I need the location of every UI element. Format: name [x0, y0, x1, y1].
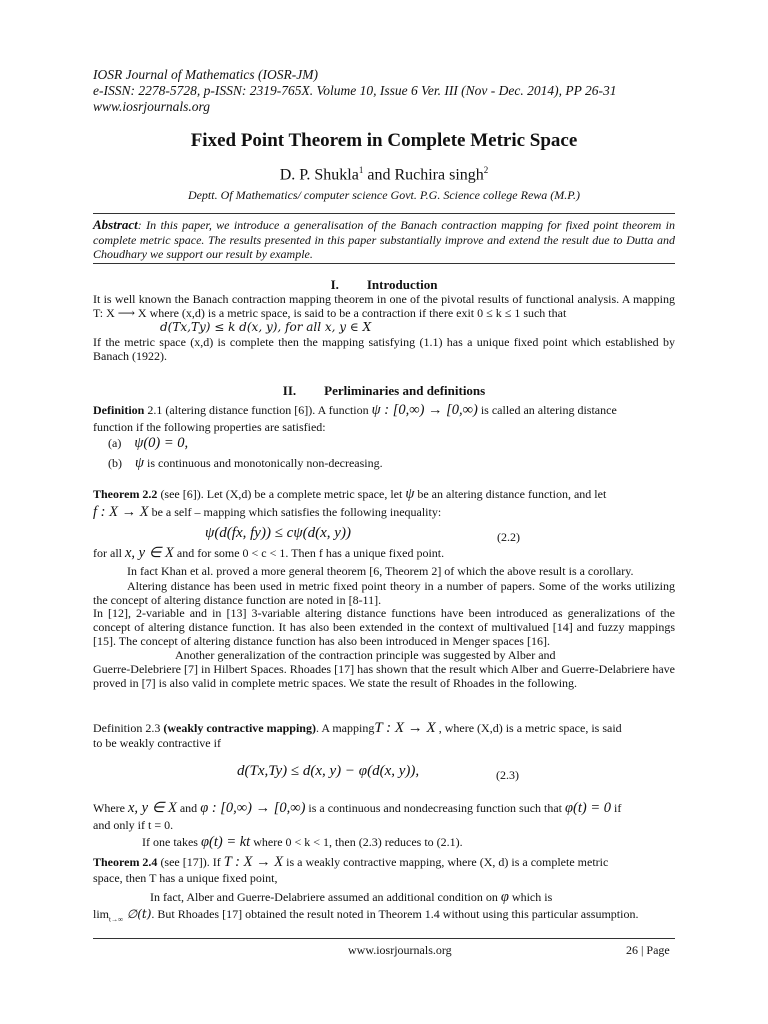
definition-2-1-label: Definition: [93, 403, 145, 417]
paper-authors: [0, 165, 768, 184]
iftakes-math: φ(t) = kt: [200, 834, 251, 850]
theorem-2-2-label: Theorem 2.2: [93, 487, 158, 501]
theorem-2-4-label: Theorem 2.4: [93, 855, 158, 869]
property-b-psi: ψ: [135, 455, 145, 471]
equation-2-3: d(Tx,Ty) ≤ d(x, y) − φ(d(x, y)),: [237, 763, 420, 779]
abstract-bottom-rule: [93, 263, 675, 264]
theorem-2-2-text-a: (see [6]). Let (X,d) be a complete metric space, let: [157, 487, 406, 501]
affiliation: Deptt. Of Mathematics/ computer science Govt. P.G. Science college Rewa (M.P.): [187, 188, 581, 202]
theorem-2-2: [93, 487, 606, 501]
section-2-heading: [0, 383, 768, 399]
definition-2-1: [93, 403, 617, 417]
equation-2-3-number: (2.3): [496, 768, 519, 782]
paper-title: Fixed Point Theorem in Complete Metric Space: [190, 130, 578, 151]
where-line: [93, 801, 621, 815]
property-b-text: is continuous and monotonically non-decreasing.: [144, 456, 383, 470]
iftakes-line: [142, 835, 463, 849]
abstract-text: : In this paper, we introduce a generalisation of the Banach contraction mapping for fixed point theorem in complete metric space. The results presented in this paper substantially improve and extend the result due to Dutta and Choudhary we support our result by example.: [93, 218, 675, 261]
author-1: D. P. Shukla: [279, 166, 359, 184]
forall-text-a: for all: [93, 546, 125, 560]
definition-2-3-math: T : X → X: [374, 720, 436, 736]
another-generalization: Another generalization of the contraction principle was suggested by Alber and: [175, 648, 556, 662]
where-text-b: and: [176, 801, 201, 815]
author-1-sup: 1: [358, 165, 364, 175]
section-2-title: Perliminaries and definitions: [324, 383, 486, 398]
lim-phi: ∅(t): [122, 907, 152, 921]
theorem-2-2-text-c: be a self – mapping which satisfies the following inequality:: [148, 505, 442, 519]
theorem-2-2-cont: [93, 505, 441, 519]
property-b-label: (b): [108, 456, 122, 470]
section-1-title: Introduction: [366, 277, 438, 292]
intro-paragraph-1: It is well known the Banach contraction mapping theorem in one of the pivotal results of functional analysis. A mapping T: X ⟶ X where (x,d) is a metric space, is said to be a contraction if there exit 0 ≤ k ≤ 1 such that: [93, 292, 675, 320]
section-1-number: I.: [330, 277, 339, 292]
definition-2-3: [93, 721, 622, 735]
theorem-2-2-map: f : X → X: [93, 504, 149, 520]
lim-paragraph: [93, 907, 675, 926]
where-text-a: Where: [93, 801, 128, 815]
khan-paragraph: In fact Khan et al. proved a more general theorem [6, Theorem 2] of which the above result is a corollary.: [127, 564, 634, 578]
definition-2-3-bold: (weakly contractive mapping): [163, 721, 316, 735]
journal-header: [93, 67, 617, 115]
journal-website: www.iosrjournals.org: [93, 99, 211, 114]
section-1-heading: [0, 277, 768, 293]
abstract-label: Abstract: [93, 217, 138, 232]
definition-2-1-cont: function if the following properties are satisfied:: [93, 420, 326, 434]
intro-paragraph-2: If the metric space (x,d) is complete then the mapping satisfying (1.1) has a unique fixed point which established by Banach (1922).: [93, 335, 675, 363]
variable-paragraph: In [12], 2-variable and in [13] 3-variable altering distance functions have been introduced as generalizations of the concept of altering distance function. It has also been extended in the context of multivalued [14] and fuzzy mappings [15]. The concept of altering distance function has also been introduced in Menger spaces [16].: [93, 606, 675, 648]
section-2-number: II.: [282, 383, 297, 398]
alber-phi: φ: [500, 889, 509, 905]
footer-rule: [93, 938, 675, 939]
iftakes-text-b: where 0 < k < 1, then (2.3) reduces to (2.1).: [250, 835, 463, 849]
where-math-1: x, y ∈ X: [127, 800, 177, 816]
equation-1-1: d(Tx,Ty) ≤ k d(x, y), for all x, y ∈ X: [160, 320, 372, 334]
where-math-3: φ(t) = 0: [565, 800, 612, 816]
lim-math: lim: [93, 907, 110, 921]
alber-text-b: which is: [508, 890, 553, 904]
author-2: and Ruchira singh: [363, 166, 484, 184]
equation-2-2-number: (2.2): [497, 530, 520, 544]
property-a: [108, 436, 188, 450]
abstract-top-rule: [93, 213, 675, 214]
abstract: [93, 218, 675, 262]
where-text-d: if: [611, 801, 622, 815]
lim-text: . But Rhoades [17] obtained the result noted in Theorem 1.4 without using this particular assumption.: [151, 907, 639, 921]
property-a-math: ψ(0) = 0,: [134, 435, 189, 451]
property-b: [108, 456, 383, 470]
theorem-2-2-text-b: be an altering distance function, and let: [414, 487, 607, 501]
where-text-c: is a continuous and nondecreasing function such that: [305, 801, 566, 815]
alber-text-a: In fact, Alber and Guerre-Delabriere assumed an additional condition on: [150, 890, 501, 904]
footer-website: www.iosrjournals.org: [348, 943, 452, 957]
theorem-2-2-psi: ψ: [405, 486, 415, 502]
where-math-2: φ : [0,∞) → [0,∞): [200, 800, 306, 816]
definition-2-1-math: ψ : [0,∞) → [0,∞): [371, 402, 478, 418]
definition-2-1-text-b: is called an altering distance: [477, 403, 617, 417]
theorem-2-4: [93, 855, 608, 869]
definition-2-1-text: 2.1 (altering distance function [6]). A function: [144, 403, 372, 417]
theorem-2-4-text-a: (see [17]). If: [157, 855, 224, 869]
forall-text-b: and for some 0 < c < 1. Then f has a unique fixed point.: [173, 546, 445, 560]
author-2-sup: 2: [483, 165, 489, 175]
footer-page: 26 | Page: [626, 943, 670, 957]
lim-sub: t→∞: [109, 915, 123, 924]
altering-paragraph: Altering distance has been used in metric fixed point theory in a number of papers. Some of the works utilizing the concept of altering distance function are noted in [8-11].: [93, 579, 675, 607]
journal-issn: e-ISSN: 2278-5728, p-ISSN: 2319-765X. Volume 10, Issue 6 Ver. III (Nov - Dec. 2014), PP 26-31: [93, 83, 617, 98]
definition-2-3-text-a: Definition 2.3: [93, 721, 164, 735]
guerre-paragraph: Guerre-Delebriere [7] in Hilbert Spaces. Rhoades [17] has shown that the result which Alber and Guerre-Delabriere have proved in [7] is also valid in complete metric spaces. We state the result of Rhoades in the following.: [93, 662, 675, 690]
definition-2-3-text-b: . A mapping: [315, 721, 375, 735]
journal-name: IOSR Journal of Mathematics (IOSR-JM): [93, 67, 318, 82]
forall-math: x, y ∈ X: [125, 545, 174, 561]
theorem-2-4-cont: space, then T has a unique fixed point,: [93, 871, 278, 885]
definition-2-3-text-c: , where (X,d) is a metric space, is said: [435, 721, 622, 735]
where-line-cont: and only if t = 0.: [93, 818, 174, 832]
theorem-2-4-math: T : X → X: [223, 854, 284, 870]
equation-2-2: ψ(d(fx, fy)) ≤ cψ(d(x, y)): [205, 525, 351, 541]
definition-2-3-cont: to be weakly contractive if: [93, 736, 221, 750]
forall-line: [93, 546, 444, 560]
property-a-label: (a): [108, 436, 122, 450]
alber-line: [150, 890, 552, 904]
iftakes-text-a: If one takes: [142, 835, 201, 849]
theorem-2-4-text-b: is a weakly contractive mapping, where (X, d) is a complete metric: [283, 855, 609, 869]
